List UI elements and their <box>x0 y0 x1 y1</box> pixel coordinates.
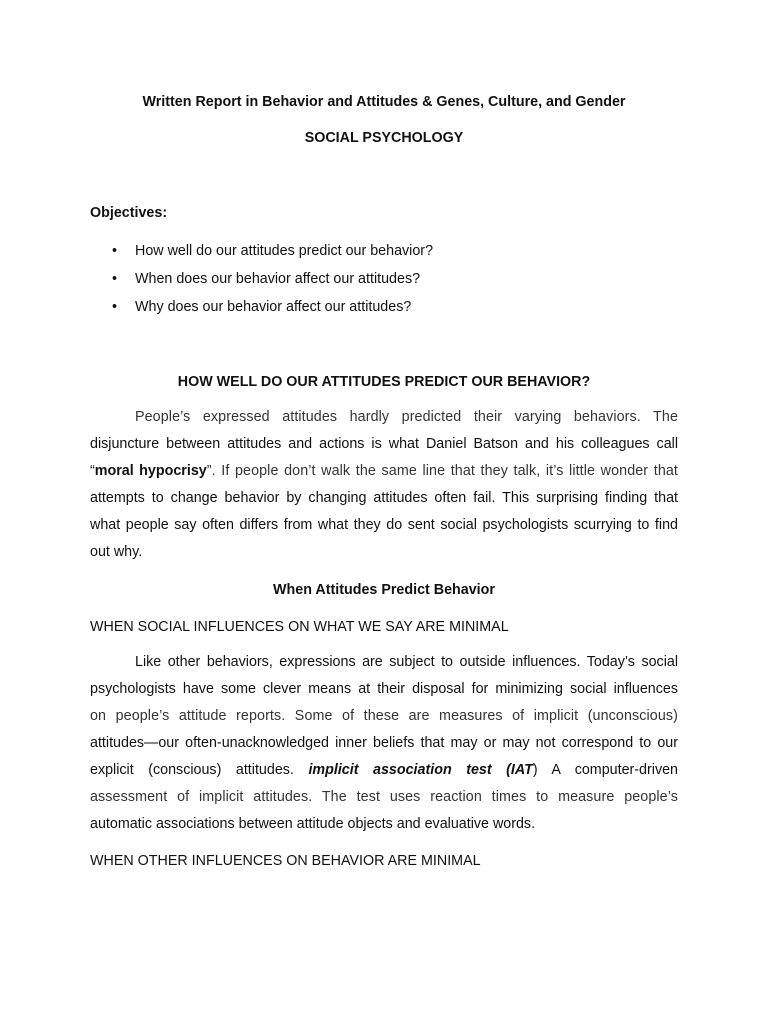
objective-text: How well do our attitudes predict our behavior? <box>135 243 434 259</box>
report-subtitle: SOCIAL PSYCHOLOGY <box>304 130 464 146</box>
list-item <box>90 271 690 291</box>
paragraph-line: assessment of implicit attitudes. The test uses reaction times to measure people’s <box>90 789 678 805</box>
section-heading: HOW WELL DO OUR ATTITUDES PREDICT OUR BEHAVIOR? <box>177 374 591 390</box>
objective-text: Why does our behavior affect our attitudes? <box>135 299 412 315</box>
list-item <box>90 299 690 319</box>
paragraph-line: explicit (conscious) attitudes. implicit association test (IAT) A computer-driven <box>90 762 678 778</box>
paragraph-line: attempts to change behavior by changing attitudes often fail. This surprising finding that <box>90 490 678 506</box>
list-item <box>90 243 690 263</box>
objective-text: When does our behavior affect our attitudes? <box>135 271 421 287</box>
paragraph-line: People’s expressed attitudes hardly predicted their varying behaviors. The <box>135 409 678 425</box>
caps-heading: WHEN SOCIAL INFLUENCES ON WHAT WE SAY ARE MINIMAL <box>90 619 509 635</box>
paragraph-moral-hypocrisy <box>90 404 678 566</box>
paragraph-implicit-attitudes <box>90 649 678 838</box>
paragraph-line: psychologists have some clever means at their disposal for minimizing social influences <box>90 681 678 697</box>
paragraph-line: out why. <box>90 544 143 560</box>
objectives-heading: Objectives: <box>90 205 168 221</box>
paragraph-line: disjuncture between attitudes and actions is what Daniel Batson and his colleagues call <box>90 436 678 452</box>
subsection-heading: When Attitudes Predict Behavior <box>273 582 495 598</box>
term-moral-hypocrisy: moral hypocrisy <box>94 463 207 479</box>
bullet-marker: • <box>112 299 118 315</box>
paragraph-line: attitudes—our often-unacknowledged inner beliefs that may or may not correspond to our <box>90 735 678 751</box>
term-iat: implicit association test (IAT <box>308 762 533 778</box>
caps-heading: WHEN OTHER INFLUENCES ON BEHAVIOR ARE MINIMAL <box>90 853 481 869</box>
paragraph-line: Like other behaviors, expressions are subject to outside influences. Today’s social <box>135 654 678 670</box>
bullet-marker: • <box>112 243 118 259</box>
paragraph-line: “moral hypocrisy”. If people don’t walk the same line that they talk, it’s little wonder that <box>90 463 678 479</box>
paragraph-line: automatic associations between attitude objects and evaluative words. <box>90 816 536 832</box>
report-title: Written Report in Behavior and Attitudes & Genes, Culture, and Gender <box>142 94 626 110</box>
paragraph-line: what people say often differs from what they do sent social psychologists scurrying to find <box>90 517 678 533</box>
bullet-marker: • <box>112 271 118 287</box>
paragraph-line: on people’s attitude reports. Some of these are measures of implicit (unconscious) <box>90 708 678 724</box>
